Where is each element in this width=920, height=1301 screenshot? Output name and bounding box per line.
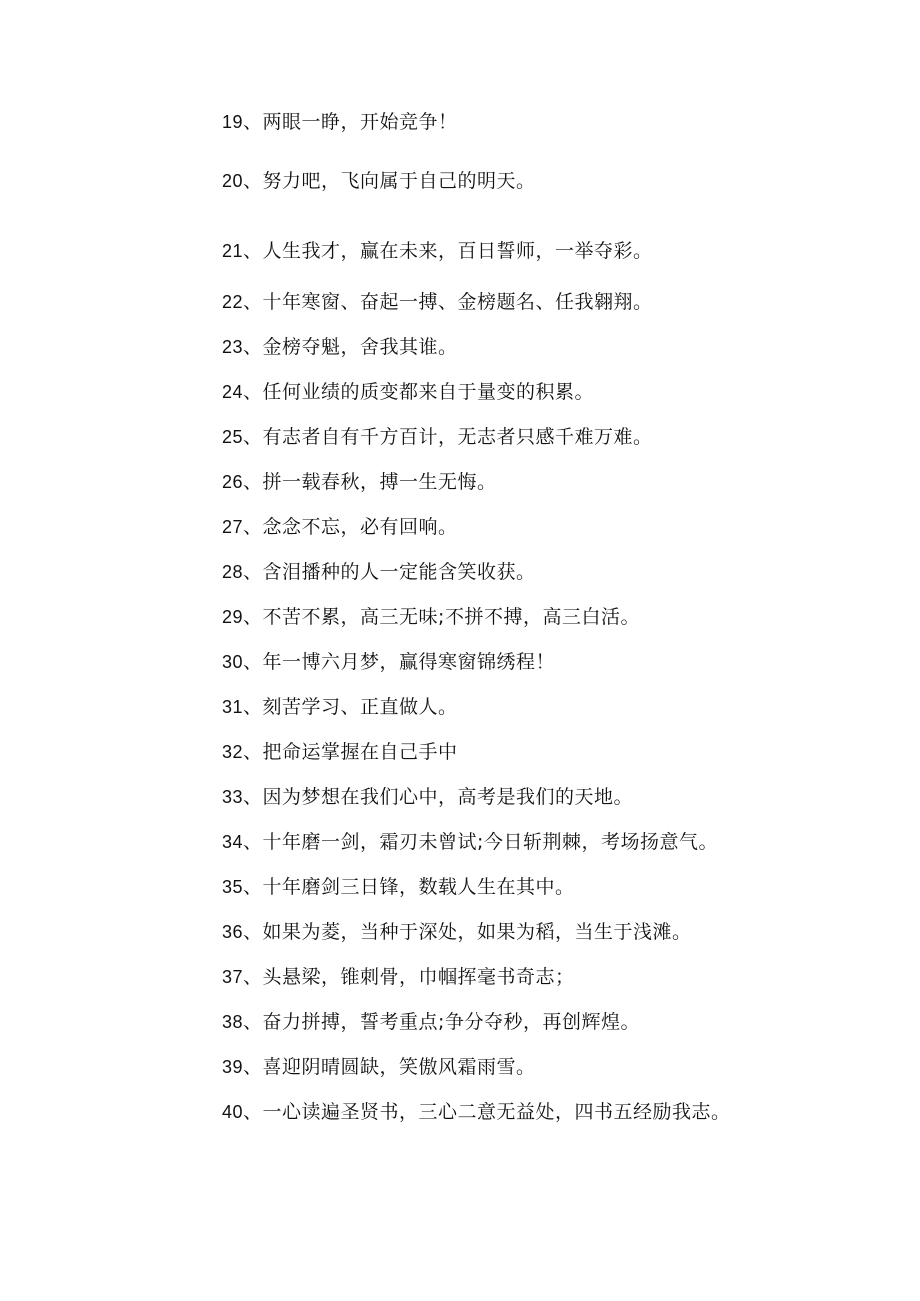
list-item: 33、因为梦想在我们心中，高考是我们的天地。 bbox=[222, 786, 634, 808]
item-number: 31 bbox=[222, 697, 244, 717]
item-text: 拼一载春秋，搏一生无悔。 bbox=[262, 471, 497, 493]
item-text: 念念不忘，必有回响。 bbox=[262, 516, 458, 538]
item-number: 32 bbox=[222, 742, 244, 762]
list-item: 36、如果为菱，当种于深处，如果为稻，当生于浅滩。 bbox=[222, 921, 692, 943]
list-item: 37、头悬梁，锥刺骨，巾帼挥毫书奇志； bbox=[222, 966, 575, 988]
item-text: 金榜夺魁，舍我其谁。 bbox=[262, 336, 458, 358]
list-item: 40、一心读遍圣贤书，三心二意无益处，四书五经励我志。 bbox=[222, 1101, 731, 1123]
list-item: 19、两眼一睁，开始竞争！ bbox=[222, 111, 458, 133]
list-item: 22、十年寒窗、奋起一搏、金榜题名、任我翱翔。 bbox=[222, 291, 653, 313]
item-number: 22 bbox=[222, 292, 244, 312]
list-item: 32、把命运掌握在自己手中 bbox=[222, 741, 458, 763]
item-number: 21 bbox=[222, 241, 244, 261]
item-number: 37 bbox=[222, 967, 244, 987]
list-item: 24、任何业绩的质变都来自于量变的积累。 bbox=[222, 381, 595, 403]
list-item: 31、刻苦学习、正直做人。 bbox=[222, 696, 458, 718]
item-text: 喜迎阴晴圆缺，笑傲风霜雨雪。 bbox=[262, 1056, 536, 1078]
item-text: 任何业绩的质变都来自于量变的积累。 bbox=[262, 381, 595, 403]
list-item: 35、十年磨剑三日锋，数载人生在其中。 bbox=[222, 876, 575, 898]
list-item: 26、拼一载春秋，搏一生无悔。 bbox=[222, 471, 497, 493]
item-text: 因为梦想在我们心中，高考是我们的天地。 bbox=[262, 786, 634, 808]
list-item: 25、有志者自有千方百计，无志者只感千难万难。 bbox=[222, 426, 653, 448]
item-number: 19 bbox=[222, 112, 244, 132]
item-text: 一心读遍圣贤书，三心二意无益处，四书五经励我志。 bbox=[262, 1101, 731, 1123]
list-item: 20、努力吧，飞向属于自己的明天。 bbox=[222, 170, 536, 192]
item-number: 20 bbox=[222, 171, 244, 191]
item-text: 不苦不累，高三无味;不拼不搏，高三白活。 bbox=[262, 606, 640, 628]
item-text: 含泪播种的人一定能含笑收获。 bbox=[262, 561, 536, 583]
item-text: 十年寒窗、奋起一搏、金榜题名、任我翱翔。 bbox=[262, 291, 653, 313]
item-number: 40 bbox=[222, 1102, 244, 1122]
list-item: 34、十年磨一剑，霜刃未曾试;今日斩荆棘，考场扬意气。 bbox=[222, 831, 718, 853]
item-number: 28 bbox=[222, 562, 244, 582]
item-text: 年一博六月梦，赢得寒窗锦绣程！ bbox=[262, 651, 556, 673]
item-text: 两眼一睁，开始竞争！ bbox=[262, 111, 458, 133]
item-text: 十年磨一剑，霜刃未曾试;今日斩荆棘，考场扬意气。 bbox=[262, 831, 718, 853]
item-number: 25 bbox=[222, 427, 244, 447]
item-text: 头悬梁，锥刺骨，巾帼挥毫书奇志； bbox=[262, 966, 575, 988]
list-item: 38、奋力拼搏，誓考重点;争分夺秒，再创辉煌。 bbox=[222, 1011, 640, 1033]
list-item: 27、念念不忘，必有回响。 bbox=[222, 516, 458, 538]
list-item: 21、人生我才，赢在未来，百日誓师，一举夺彩。 bbox=[222, 240, 653, 262]
item-number: 34 bbox=[222, 832, 244, 852]
item-number: 29 bbox=[222, 607, 244, 627]
item-text: 努力吧，飞向属于自己的明天。 bbox=[262, 170, 536, 192]
item-text: 人生我才，赢在未来，百日誓师，一举夺彩。 bbox=[262, 240, 653, 262]
item-text: 如果为菱，当种于深处，如果为稻，当生于浅滩。 bbox=[262, 921, 692, 943]
item-text: 有志者自有千方百计，无志者只感千难万难。 bbox=[262, 426, 653, 448]
item-text: 奋力拼搏，誓考重点;争分夺秒，再创辉煌。 bbox=[262, 1011, 640, 1033]
item-number: 35 bbox=[222, 877, 244, 897]
item-number: 27 bbox=[222, 517, 244, 537]
item-number: 39 bbox=[222, 1057, 244, 1077]
item-number: 30 bbox=[222, 652, 244, 672]
item-number: 26 bbox=[222, 472, 244, 492]
item-number: 23 bbox=[222, 337, 244, 357]
item-number: 24 bbox=[222, 382, 244, 402]
item-text: 把命运掌握在自己手中 bbox=[262, 741, 458, 763]
item-number: 36 bbox=[222, 922, 244, 942]
list-item: 23、金榜夺魁，舍我其谁。 bbox=[222, 336, 458, 358]
list-item: 29、不苦不累，高三无味;不拼不搏，高三白活。 bbox=[222, 606, 640, 628]
item-text: 十年磨剑三日锋，数载人生在其中。 bbox=[262, 876, 575, 898]
item-number: 33 bbox=[222, 787, 244, 807]
item-text: 刻苦学习、正直做人。 bbox=[262, 696, 458, 718]
list-item: 39、喜迎阴晴圆缺，笑傲风霜雨雪。 bbox=[222, 1056, 536, 1078]
list-item: 28、含泪播种的人一定能含笑收获。 bbox=[222, 561, 536, 583]
list-item: 30、年一博六月梦，赢得寒窗锦绣程！ bbox=[222, 651, 556, 673]
item-number: 38 bbox=[222, 1012, 244, 1032]
